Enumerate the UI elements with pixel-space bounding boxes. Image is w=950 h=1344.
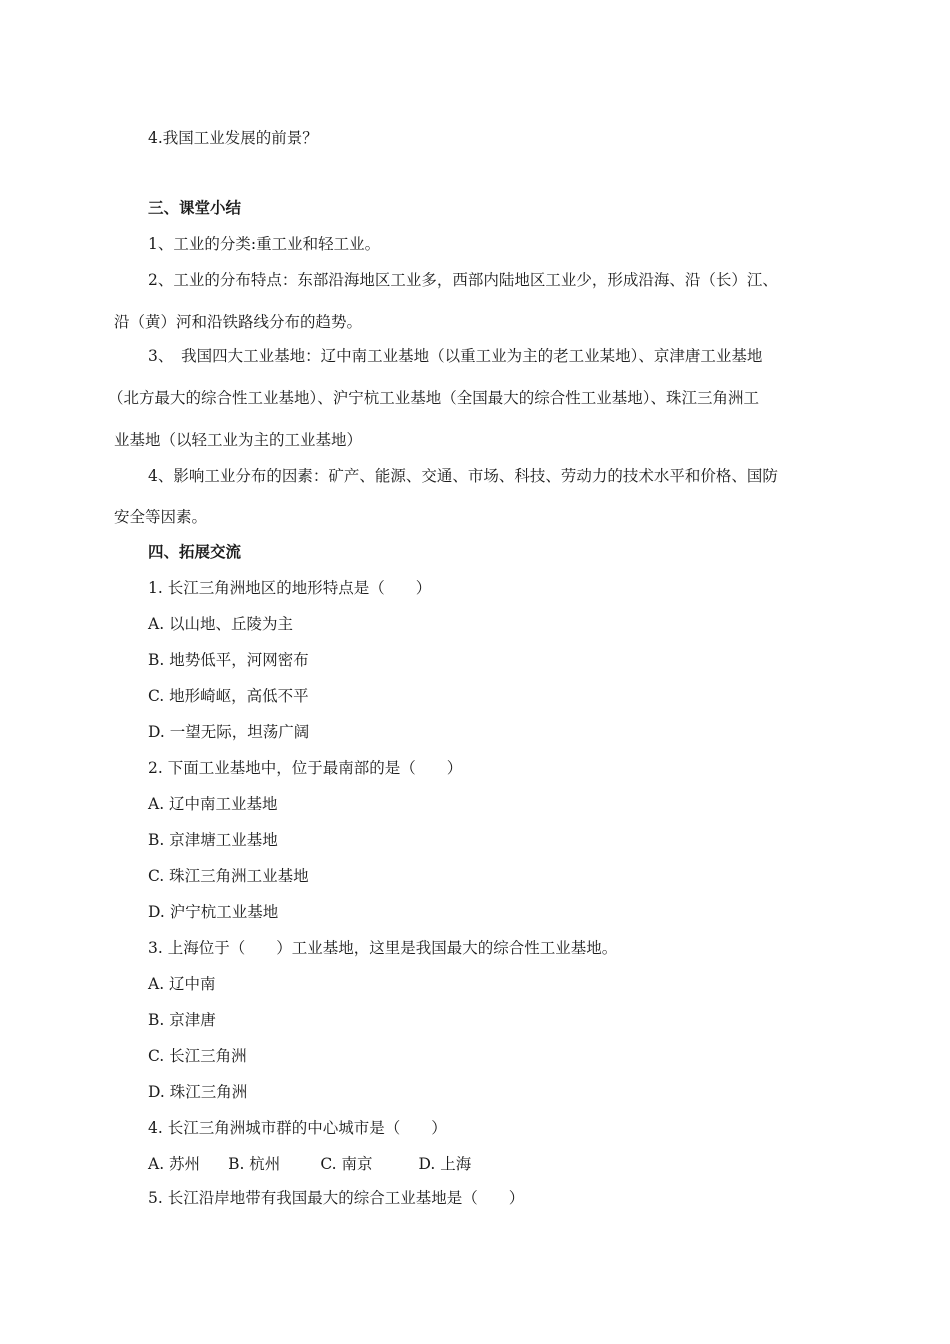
- question-5-stem: 5. 长江沿岸地带有我国最大的综合工业基地是（ ）: [148, 1189, 525, 1207]
- question-1-stem: 1. 长江三角洲地区的地形特点是（ ）: [148, 579, 432, 597]
- summary-heading: 三、课堂小结: [148, 198, 242, 217]
- question-2-option-b: B. 京津塘工业基地: [148, 831, 278, 849]
- summary-point-2-line-1: 2、工业的分布特点：东部沿海地区工业多，西部内陆地区工业少，形成沿海、沿（长）江、: [148, 271, 778, 289]
- question-3-stem: 3. 上海位于（ ）工业基地，这里是我国最大的综合性工业基地。: [148, 939, 618, 957]
- question-4-option-c: C. 南京: [320, 1155, 373, 1173]
- question-1-option-b: B. 地势低平，河网密布: [148, 651, 309, 669]
- summary-point-3-line-3: 业基地（以轻工业为主的工业基地）: [114, 431, 363, 449]
- question-3-option-a: A. 辽中南: [148, 975, 216, 993]
- intro-question: 4.我国工业发展的前景？: [148, 129, 318, 147]
- question-4-options: [148, 1154, 471, 1174]
- question-3-option-b: B. 京津唐: [148, 1011, 216, 1029]
- summary-point-1: 1、工业的分类:重工业和轻工业。: [148, 235, 381, 253]
- summary-point-4-line-1: 4、影响工业分布的因素：矿产、能源、交通、市场、科技、劳动力的技术水平和价格、国防: [148, 467, 778, 485]
- summary-point-3-line-2: （北方最大的综合性工业基地）、沪宁杭工业基地（全国最大的综合性工业基地）、珠江三角洲工: [108, 389, 760, 407]
- question-2-option-c: C. 珠江三角洲工业基地: [148, 867, 309, 885]
- summary-point-4-line-2: 安全等因素。: [114, 508, 208, 526]
- question-2-option-d: D. 沪宁杭工业基地: [148, 903, 279, 921]
- question-4-stem: 4. 长江三角洲城市群的中心城市是（ ）: [148, 1119, 447, 1137]
- question-2-option-a: A. 辽中南工业基地: [148, 795, 278, 813]
- question-2-stem: 2. 下面工业基地中，位于最南部的是（ ）: [148, 759, 463, 777]
- question-4-option-d: D. 上海: [418, 1155, 472, 1173]
- question-3-option-c: C. 长江三角洲: [148, 1047, 247, 1065]
- question-1-option-a: A. 以山地、丘陵为主: [148, 615, 294, 633]
- question-4-option-b: B. 杭州: [228, 1155, 281, 1173]
- summary-point-2-line-2: 沿（黄）河和沿铁路线分布的趋势。: [114, 313, 363, 331]
- question-3-option-d: D. 珠江三角洲: [148, 1083, 248, 1101]
- summary-point-3-line-1: 3、 我国四大工业基地：辽中南工业基地（以重工业为主的老工业某地）、京津唐工业基地: [148, 347, 763, 365]
- question-1-option-d: D. 一望无际，坦荡广阔: [148, 723, 310, 741]
- exercise-heading: 四、拓展交流: [148, 542, 242, 561]
- question-4-option-a: A. 苏州: [148, 1155, 201, 1173]
- question-1-option-c: C. 地形崎岖，高低不平: [148, 687, 309, 705]
